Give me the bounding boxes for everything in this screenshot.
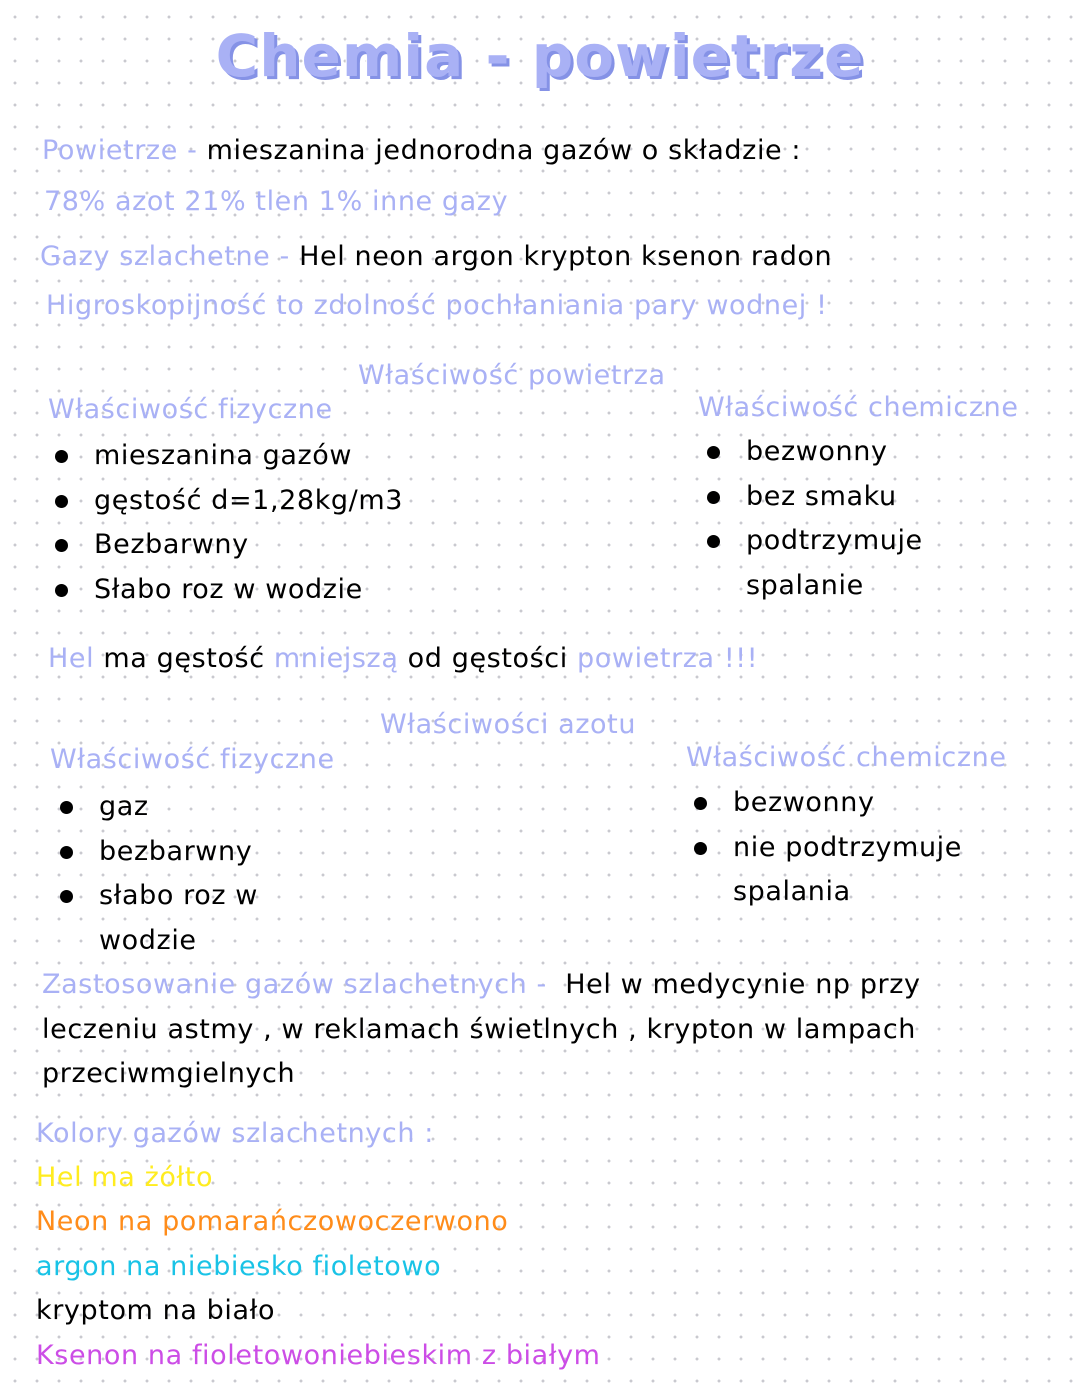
list-item: gęstość d=1,28kg/m3 xyxy=(50,479,403,524)
note-helium: Hel xyxy=(48,643,95,674)
list-item: bezbarwny xyxy=(55,830,315,875)
list-item: nie podtrzymuje spalania xyxy=(689,826,989,915)
color-item-xenon: Ksenon na fioletowoniebieskim z białym xyxy=(36,1340,601,1371)
nitrogen-chemical-heading: Właściwość chemiczne xyxy=(686,742,1007,773)
list-item: mieszanina gazów xyxy=(50,434,403,479)
air-physical-heading: Właściwość fizyczne xyxy=(48,394,333,425)
noble-gases-line xyxy=(40,241,832,272)
note-smaller: mniejszą xyxy=(273,643,399,674)
air-chemical-heading: Właściwość chemiczne xyxy=(698,392,1019,423)
color-item-argon: argon na niebiesko fioletowo xyxy=(36,1251,442,1282)
noble-gases-text: Hel neon argon krypton ksenon radon xyxy=(299,241,833,272)
air-physical-list xyxy=(50,434,403,612)
color-item-helium: Hel ma żółto xyxy=(36,1162,214,1193)
list-item: podtrzymuje spalanie xyxy=(702,519,962,608)
note-air: powietrza !!! xyxy=(577,643,759,674)
page-title: Chemia - powietrze xyxy=(215,22,865,90)
nitrogen-physical-heading: Właściwość fizyczne xyxy=(50,744,335,775)
uses-text: Hel w medycynie np przy leczeniu astmy , w reklamach świetlnych , krypton w lampach przeciwmgielnych xyxy=(42,969,921,1089)
note-density: ma gęstość xyxy=(103,643,265,674)
list-item: Bezbarwny xyxy=(50,523,403,568)
note-than: od gęstości xyxy=(407,643,568,674)
colors-heading: Kolory gazów szlachetnych : xyxy=(36,1118,434,1149)
color-item-krypton: kryptom na biało xyxy=(36,1295,276,1326)
list-item: gaz xyxy=(55,785,315,830)
helium-density-note xyxy=(48,643,758,674)
list-item: Słabo roz w wodzie xyxy=(50,568,403,613)
hygroscopy-line: Higroskopijność to zdolność pochłaniania pary wodnej ! xyxy=(46,290,828,321)
list-item: bezwonny xyxy=(689,781,989,826)
air-chemical-list xyxy=(702,430,962,608)
noble-gases-uses xyxy=(42,963,942,1097)
composition-line: 78% azot 21% tlen 1% inne gazy xyxy=(44,186,509,217)
list-item: bezwonny xyxy=(702,430,962,475)
color-item-neon: Neon na pomarańczowoczerwono xyxy=(36,1206,509,1237)
nitrogen-properties-heading: Właściwości azotu xyxy=(380,709,637,740)
list-item: słabo roz w wodzie xyxy=(55,874,315,963)
uses-term: Zastosowanie gazów szlachetnych - xyxy=(42,969,547,1000)
definition-text: mieszanina jednorodna gazów o składzie : xyxy=(206,135,802,166)
nitrogen-physical-list xyxy=(55,785,315,963)
noble-gases-term: Gazy szlachetne - xyxy=(40,241,290,272)
air-properties-heading: Właściwość powietrza xyxy=(358,360,666,391)
nitrogen-chemical-list xyxy=(689,781,989,915)
definition-line xyxy=(42,135,801,166)
definition-term: Powietrze - xyxy=(42,135,198,166)
list-item: bez smaku xyxy=(702,475,962,520)
